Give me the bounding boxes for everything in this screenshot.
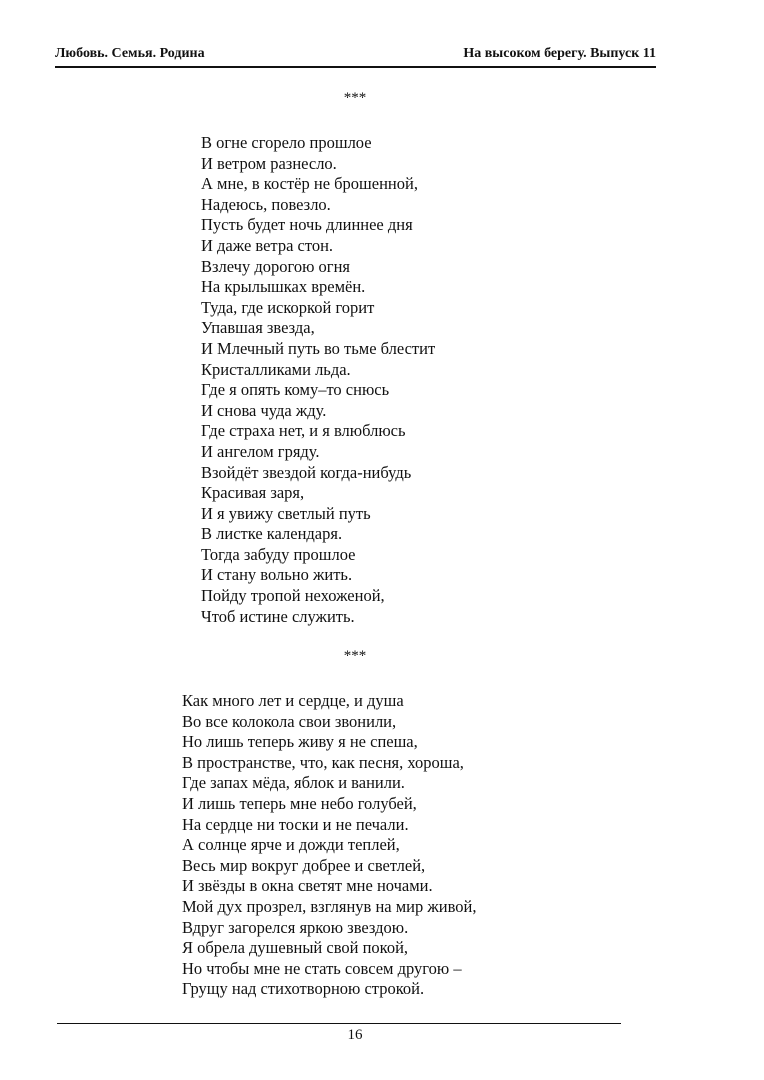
- poem-line: Мой дух прозрел, взглянув на мир живой,: [182, 896, 477, 916]
- poem-line: На сердце ни тоски и не печали.: [182, 814, 409, 834]
- poem-line: И звёзды в окна светят мне ночами.: [182, 876, 433, 896]
- header-right-title: На высоком берегу. Выпуск 11: [463, 46, 656, 61]
- poem-line: Чтоб истине служить.: [201, 606, 355, 626]
- poem-line: Вдруг загорелся яркою звездою.: [182, 917, 409, 937]
- poem-line: И ангелом гряду.: [201, 441, 320, 461]
- poem-line: Пусть будет ночь длиннее дня: [201, 215, 413, 235]
- page-number: 16: [347, 1027, 363, 1043]
- poem-line: Где страха нет, и я влюблюсь: [201, 421, 406, 441]
- poem-line: Пойду тропой нехоженой,: [201, 586, 385, 606]
- poem-line: В пространстве, что, как песня, хороша,: [182, 752, 464, 772]
- poem-line: И даже ветра стон.: [201, 235, 334, 255]
- poem-line: Упавшая звезда,: [201, 318, 315, 338]
- poem-line: Красивая заря,: [201, 483, 305, 503]
- poem-line: Взойдёт звездой когда-нибудь: [201, 462, 412, 482]
- poem-line: Весь мир вокруг добрее и светлей,: [182, 855, 426, 875]
- poem-line: Туда, где искоркой горит: [201, 297, 375, 317]
- poem-line: А солнце ярче и дожди теплей,: [182, 835, 400, 855]
- poem-line: И я увижу светлый путь: [201, 503, 371, 523]
- poem-1: [201, 133, 435, 627]
- poem-line: Тогда забуду прошлое: [201, 544, 356, 564]
- poem-separator-2: ***: [343, 648, 367, 664]
- poem-line: Кристалликами льда.: [201, 359, 351, 379]
- poem-line: Во все колокола свои звонили,: [182, 711, 397, 731]
- running-header: [55, 44, 656, 68]
- poem-line: И лишь теперь мне небо голубей,: [182, 793, 417, 813]
- header-left-title: Любовь. Семья. Родина: [55, 46, 205, 61]
- poem-line: Я обрела душевный свой покой,: [182, 938, 409, 958]
- poem-line: И снова чуда жду.: [201, 400, 327, 420]
- poem-line: Взлечу дорогою огня: [201, 256, 350, 276]
- poem-line: Но чтобы мне не стать совсем другою –: [182, 958, 462, 978]
- footer-divider: [57, 1023, 621, 1024]
- poem-line: Где запах мёда, яблок и ванили.: [182, 773, 405, 793]
- poem-line: В огне сгорело прошлое: [201, 133, 372, 152]
- poem-line: Как много лет и сердце, и душа: [182, 691, 404, 710]
- poem-line: Надеюсь, повезло.: [201, 194, 331, 214]
- poem-line: В листке календаря.: [201, 524, 343, 544]
- poem-separator-1: ***: [343, 90, 367, 106]
- poem-line: Грущу над стихотворною строкой.: [182, 979, 425, 999]
- poem-line: Но лишь теперь живу я не спеша,: [182, 732, 418, 752]
- poem-2: [182, 691, 477, 1000]
- poem-line: И Млечный путь во тьме блестит: [201, 338, 436, 358]
- poem-line: На крылышках времён.: [201, 277, 366, 297]
- poem-line: А мне, в костёр не брошенной,: [201, 174, 418, 194]
- poem-line: И ветром разнесло.: [201, 153, 337, 173]
- poem-line: Где я опять кому–то снюсь: [201, 380, 390, 400]
- poem-line: И стану вольно жить.: [201, 565, 353, 585]
